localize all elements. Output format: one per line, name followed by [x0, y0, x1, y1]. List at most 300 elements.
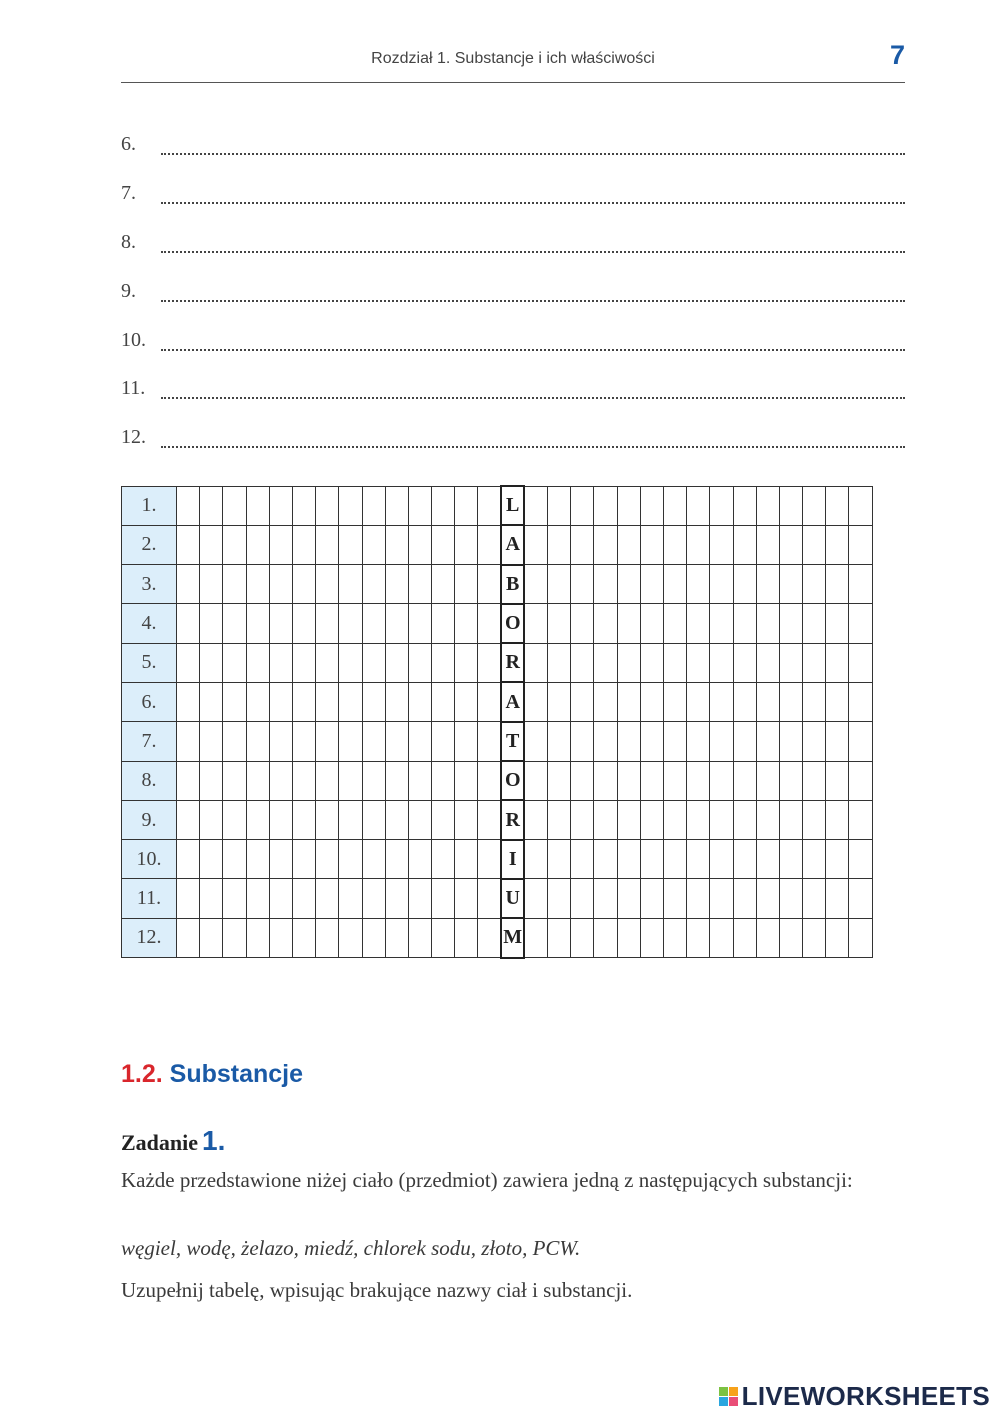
crossword-cell[interactable]	[594, 604, 617, 643]
crossword-cell[interactable]	[432, 604, 455, 643]
crossword-cell[interactable]	[687, 800, 710, 839]
crossword-cell[interactable]	[663, 722, 686, 761]
crossword-cell[interactable]	[640, 800, 663, 839]
crossword-cell[interactable]	[177, 682, 200, 721]
crossword-cell[interactable]	[779, 682, 802, 721]
crossword-cell[interactable]	[571, 840, 594, 879]
crossword-cell[interactable]	[687, 918, 710, 957]
crossword-cell[interactable]	[571, 800, 594, 839]
crossword-cell[interactable]	[339, 800, 362, 839]
crossword-cell[interactable]	[803, 918, 826, 957]
crossword-cell[interactable]	[710, 761, 733, 800]
crossword-cell[interactable]	[455, 525, 478, 564]
crossword-cell[interactable]	[292, 722, 315, 761]
crossword-cell[interactable]	[849, 604, 872, 643]
crossword-cell[interactable]	[710, 565, 733, 604]
crossword-cell[interactable]	[339, 722, 362, 761]
crossword-cell[interactable]	[292, 565, 315, 604]
crossword-cell[interactable]	[177, 604, 200, 643]
crossword-cell[interactable]	[710, 879, 733, 918]
crossword-cell[interactable]	[617, 879, 640, 918]
crossword-cell[interactable]	[223, 761, 246, 800]
crossword-cell[interactable]	[710, 486, 733, 525]
dotted-answer-field[interactable]	[161, 153, 905, 155]
crossword-cell[interactable]	[733, 761, 756, 800]
crossword-cell[interactable]	[826, 918, 849, 957]
crossword-cell[interactable]	[432, 800, 455, 839]
crossword-cell[interactable]	[663, 761, 686, 800]
crossword-cell[interactable]	[594, 643, 617, 682]
crossword-cell[interactable]	[200, 800, 223, 839]
crossword-cell[interactable]	[617, 604, 640, 643]
crossword-cell[interactable]	[548, 643, 571, 682]
crossword-cell[interactable]	[408, 565, 431, 604]
crossword-cell[interactable]	[408, 761, 431, 800]
crossword-cell[interactable]	[640, 879, 663, 918]
crossword-cell[interactable]	[432, 840, 455, 879]
crossword-cell[interactable]	[316, 761, 339, 800]
crossword-cell[interactable]	[640, 604, 663, 643]
crossword-cell[interactable]	[687, 604, 710, 643]
crossword-cell[interactable]	[849, 682, 872, 721]
crossword-cell[interactable]	[779, 840, 802, 879]
crossword-cell[interactable]	[200, 486, 223, 525]
crossword-cell[interactable]	[269, 604, 292, 643]
crossword-cell[interactable]	[362, 840, 385, 879]
crossword-cell[interactable]	[316, 800, 339, 839]
crossword-cell[interactable]	[594, 918, 617, 957]
crossword-cell[interactable]	[292, 486, 315, 525]
crossword-cell[interactable]	[200, 879, 223, 918]
crossword-cell[interactable]	[524, 565, 547, 604]
crossword-cell[interactable]	[362, 682, 385, 721]
crossword-cell[interactable]	[478, 722, 501, 761]
crossword-cell[interactable]	[524, 722, 547, 761]
crossword-cell[interactable]	[687, 486, 710, 525]
crossword-cell[interactable]	[710, 525, 733, 564]
crossword-cell[interactable]	[826, 722, 849, 761]
crossword-cell[interactable]	[640, 840, 663, 879]
crossword-cell[interactable]	[478, 604, 501, 643]
crossword-cell[interactable]	[733, 486, 756, 525]
crossword-cell[interactable]	[432, 486, 455, 525]
crossword-cell[interactable]	[733, 682, 756, 721]
crossword-cell[interactable]	[339, 604, 362, 643]
crossword-cell[interactable]	[478, 486, 501, 525]
crossword-cell[interactable]	[246, 918, 269, 957]
crossword-cell[interactable]	[478, 918, 501, 957]
answer-line[interactable]	[121, 321, 905, 370]
crossword-cell[interactable]	[478, 879, 501, 918]
crossword-cell[interactable]	[385, 840, 408, 879]
crossword-cell[interactable]	[756, 722, 779, 761]
answer-line[interactable]	[121, 223, 905, 272]
crossword-cell[interactable]	[733, 525, 756, 564]
crossword-cell[interactable]	[292, 800, 315, 839]
crossword-cell[interactable]	[524, 525, 547, 564]
crossword-cell[interactable]	[849, 525, 872, 564]
crossword-cell[interactable]	[362, 918, 385, 957]
crossword-cell[interactable]	[733, 643, 756, 682]
crossword-cell[interactable]	[524, 840, 547, 879]
crossword-cell[interactable]	[849, 761, 872, 800]
crossword-cell[interactable]	[594, 879, 617, 918]
crossword-cell[interactable]	[316, 840, 339, 879]
crossword-cell[interactable]	[571, 643, 594, 682]
crossword-cell[interactable]	[316, 682, 339, 721]
crossword-cell[interactable]	[594, 682, 617, 721]
crossword-cell[interactable]	[640, 643, 663, 682]
crossword-cell[interactable]	[246, 682, 269, 721]
crossword-cell[interactable]	[432, 643, 455, 682]
crossword-cell[interactable]	[548, 722, 571, 761]
crossword-cell[interactable]	[316, 879, 339, 918]
crossword-cell[interactable]	[733, 918, 756, 957]
crossword-cell[interactable]	[246, 761, 269, 800]
crossword-cell[interactable]	[408, 879, 431, 918]
crossword-cell[interactable]	[548, 918, 571, 957]
crossword-cell[interactable]	[826, 840, 849, 879]
crossword-cell[interactable]	[779, 800, 802, 839]
crossword-cell[interactable]	[594, 761, 617, 800]
dotted-answer-field[interactable]	[161, 202, 905, 204]
crossword-cell[interactable]	[177, 525, 200, 564]
crossword-cell[interactable]	[594, 486, 617, 525]
crossword-cell[interactable]	[362, 761, 385, 800]
crossword-cell[interactable]	[756, 682, 779, 721]
crossword-cell[interactable]	[849, 643, 872, 682]
crossword-cell[interactable]	[524, 486, 547, 525]
crossword-cell[interactable]	[478, 565, 501, 604]
crossword-cell[interactable]	[710, 643, 733, 682]
crossword-cell[interactable]	[617, 643, 640, 682]
crossword-cell[interactable]	[455, 761, 478, 800]
crossword-cell[interactable]	[455, 800, 478, 839]
crossword-cell[interactable]	[733, 800, 756, 839]
crossword-cell[interactable]	[362, 486, 385, 525]
crossword-cell[interactable]	[200, 722, 223, 761]
crossword-cell[interactable]	[223, 722, 246, 761]
crossword-cell[interactable]	[571, 604, 594, 643]
crossword-cell[interactable]	[687, 525, 710, 564]
crossword-cell[interactable]	[594, 525, 617, 564]
crossword-cell[interactable]	[432, 682, 455, 721]
crossword-cell[interactable]	[408, 918, 431, 957]
crossword-cell[interactable]	[339, 761, 362, 800]
crossword-cell[interactable]	[177, 761, 200, 800]
crossword-cell[interactable]	[571, 565, 594, 604]
answer-line[interactable]	[121, 418, 905, 467]
crossword-cell[interactable]	[408, 486, 431, 525]
crossword-cell[interactable]	[687, 840, 710, 879]
crossword-cell[interactable]	[478, 840, 501, 879]
crossword-cell[interactable]	[177, 800, 200, 839]
crossword-cell[interactable]	[292, 840, 315, 879]
crossword-cell[interactable]	[455, 682, 478, 721]
crossword-cell[interactable]	[617, 840, 640, 879]
crossword-cell[interactable]	[617, 722, 640, 761]
crossword-cell[interactable]	[640, 565, 663, 604]
crossword-cell[interactable]	[826, 682, 849, 721]
crossword-cell[interactable]	[385, 761, 408, 800]
crossword-cell[interactable]	[524, 643, 547, 682]
crossword-cell[interactable]	[385, 565, 408, 604]
crossword-cell[interactable]	[617, 761, 640, 800]
crossword-cell[interactable]	[779, 918, 802, 957]
crossword-cell[interactable]	[640, 722, 663, 761]
crossword-cell[interactable]	[756, 525, 779, 564]
crossword-cell[interactable]	[246, 800, 269, 839]
crossword-cell[interactable]	[687, 722, 710, 761]
crossword-cell[interactable]	[246, 643, 269, 682]
crossword-cell[interactable]	[548, 800, 571, 839]
crossword-cell[interactable]	[548, 565, 571, 604]
crossword-cell[interactable]	[687, 761, 710, 800]
crossword-cell[interactable]	[733, 840, 756, 879]
crossword-cell[interactable]	[200, 761, 223, 800]
crossword-cell[interactable]	[177, 840, 200, 879]
crossword-cell[interactable]	[524, 682, 547, 721]
crossword-cell[interactable]	[269, 525, 292, 564]
crossword-cell[interactable]	[223, 918, 246, 957]
crossword-cell[interactable]	[548, 682, 571, 721]
crossword-cell[interactable]	[339, 643, 362, 682]
crossword-cell[interactable]	[408, 643, 431, 682]
crossword-cell[interactable]	[594, 565, 617, 604]
crossword-cell[interactable]	[594, 800, 617, 839]
crossword-cell[interactable]	[385, 682, 408, 721]
crossword-cell[interactable]	[826, 486, 849, 525]
crossword-cell[interactable]	[316, 722, 339, 761]
crossword-cell[interactable]	[339, 486, 362, 525]
crossword-cell[interactable]	[617, 918, 640, 957]
crossword-cell[interactable]	[339, 879, 362, 918]
crossword-cell[interactable]	[223, 879, 246, 918]
crossword-cell[interactable]	[177, 643, 200, 682]
crossword-cell[interactable]	[617, 800, 640, 839]
crossword-cell[interactable]	[455, 643, 478, 682]
crossword-cell[interactable]	[478, 682, 501, 721]
crossword-cell[interactable]	[733, 879, 756, 918]
crossword-cell[interactable]	[200, 918, 223, 957]
crossword-cell[interactable]	[269, 840, 292, 879]
crossword-cell[interactable]	[385, 800, 408, 839]
crossword-cell[interactable]	[269, 643, 292, 682]
crossword-cell[interactable]	[733, 722, 756, 761]
crossword-cell[interactable]	[339, 565, 362, 604]
crossword-cell[interactable]	[779, 525, 802, 564]
crossword-cell[interactable]	[292, 643, 315, 682]
crossword-cell[interactable]	[246, 840, 269, 879]
crossword-cell[interactable]	[408, 604, 431, 643]
answer-line[interactable]	[121, 369, 905, 418]
crossword-cell[interactable]	[362, 800, 385, 839]
crossword-cell[interactable]	[223, 840, 246, 879]
dotted-answer-field[interactable]	[161, 397, 905, 399]
crossword-cell[interactable]	[687, 682, 710, 721]
crossword-cell[interactable]	[455, 918, 478, 957]
crossword-cell[interactable]	[663, 800, 686, 839]
crossword-cell[interactable]	[200, 525, 223, 564]
crossword-cell[interactable]	[269, 486, 292, 525]
crossword-cell[interactable]	[826, 604, 849, 643]
crossword-cell[interactable]	[223, 565, 246, 604]
crossword-cell[interactable]	[803, 722, 826, 761]
crossword-cell[interactable]	[710, 604, 733, 643]
crossword-cell[interactable]	[687, 643, 710, 682]
crossword-cell[interactable]	[663, 643, 686, 682]
crossword-cell[interactable]	[385, 604, 408, 643]
crossword-cell[interactable]	[269, 918, 292, 957]
crossword-cell[interactable]	[292, 918, 315, 957]
crossword-cell[interactable]	[339, 525, 362, 564]
crossword-cell[interactable]	[594, 722, 617, 761]
crossword-cell[interactable]	[385, 879, 408, 918]
dotted-answer-field[interactable]	[161, 251, 905, 253]
crossword-cell[interactable]	[269, 682, 292, 721]
crossword-cell[interactable]	[432, 565, 455, 604]
crossword-cell[interactable]	[177, 486, 200, 525]
crossword-cell[interactable]	[408, 525, 431, 564]
crossword-cell[interactable]	[710, 840, 733, 879]
crossword-cell[interactable]	[756, 840, 779, 879]
crossword-cell[interactable]	[223, 486, 246, 525]
crossword-cell[interactable]	[687, 565, 710, 604]
crossword-cell[interactable]	[455, 486, 478, 525]
crossword-cell[interactable]	[455, 722, 478, 761]
crossword-cell[interactable]	[571, 682, 594, 721]
crossword-cell[interactable]	[803, 682, 826, 721]
crossword-cell[interactable]	[548, 879, 571, 918]
crossword-cell[interactable]	[733, 604, 756, 643]
crossword-cell[interactable]	[177, 565, 200, 604]
crossword-cell[interactable]	[223, 800, 246, 839]
crossword-cell[interactable]	[385, 722, 408, 761]
crossword-cell[interactable]	[594, 840, 617, 879]
dotted-answer-field[interactable]	[161, 446, 905, 448]
crossword-cell[interactable]	[362, 879, 385, 918]
crossword-cell[interactable]	[803, 525, 826, 564]
crossword-cell[interactable]	[200, 840, 223, 879]
crossword-cell[interactable]	[733, 565, 756, 604]
crossword-cell[interactable]	[292, 604, 315, 643]
crossword-cell[interactable]	[640, 525, 663, 564]
crossword-cell[interactable]	[849, 879, 872, 918]
crossword-cell[interactable]	[826, 879, 849, 918]
answer-line[interactable]	[121, 125, 905, 174]
crossword-cell[interactable]	[548, 604, 571, 643]
crossword-cell[interactable]	[756, 761, 779, 800]
crossword-cell[interactable]	[246, 525, 269, 564]
crossword-cell[interactable]	[246, 879, 269, 918]
crossword-cell[interactable]	[826, 565, 849, 604]
crossword-cell[interactable]	[455, 879, 478, 918]
crossword-cell[interactable]	[571, 879, 594, 918]
crossword-cell[interactable]	[756, 800, 779, 839]
crossword-cell[interactable]	[779, 879, 802, 918]
crossword-cell[interactable]	[548, 525, 571, 564]
crossword-cell[interactable]	[177, 879, 200, 918]
crossword-cell[interactable]	[687, 879, 710, 918]
crossword-cell[interactable]	[663, 565, 686, 604]
crossword-cell[interactable]	[617, 525, 640, 564]
crossword-cell[interactable]	[269, 565, 292, 604]
crossword-cell[interactable]	[339, 918, 362, 957]
crossword-cell[interactable]	[339, 682, 362, 721]
crossword-cell[interactable]	[803, 840, 826, 879]
crossword-cell[interactable]	[617, 565, 640, 604]
crossword-cell[interactable]	[548, 761, 571, 800]
crossword-cell[interactable]	[571, 525, 594, 564]
crossword-cell[interactable]	[385, 643, 408, 682]
crossword-cell[interactable]	[803, 604, 826, 643]
crossword-cell[interactable]	[756, 604, 779, 643]
crossword-cell[interactable]	[455, 604, 478, 643]
crossword-cell[interactable]	[200, 565, 223, 604]
crossword-cell[interactable]	[710, 722, 733, 761]
crossword-cell[interactable]	[826, 525, 849, 564]
crossword-cell[interactable]	[292, 682, 315, 721]
crossword-cell[interactable]	[478, 761, 501, 800]
crossword-cell[interactable]	[571, 761, 594, 800]
crossword-cell[interactable]	[385, 486, 408, 525]
crossword-cell[interactable]	[803, 565, 826, 604]
crossword-cell[interactable]	[292, 761, 315, 800]
crossword-cell[interactable]	[432, 918, 455, 957]
crossword-cell[interactable]	[756, 565, 779, 604]
crossword-cell[interactable]	[803, 800, 826, 839]
crossword-cell[interactable]	[292, 879, 315, 918]
crossword-cell[interactable]	[571, 486, 594, 525]
crossword-cell[interactable]	[710, 918, 733, 957]
answer-line[interactable]	[121, 174, 905, 223]
crossword-cell[interactable]	[640, 682, 663, 721]
crossword-cell[interactable]	[524, 879, 547, 918]
crossword-cell[interactable]	[246, 722, 269, 761]
crossword-cell[interactable]	[408, 800, 431, 839]
crossword-cell[interactable]	[478, 643, 501, 682]
crossword-cell[interactable]	[478, 800, 501, 839]
crossword-cell[interactable]	[756, 486, 779, 525]
dotted-answer-field[interactable]	[161, 300, 905, 302]
crossword-cell[interactable]	[779, 761, 802, 800]
crossword-cell[interactable]	[849, 800, 872, 839]
crossword-cell[interactable]	[663, 879, 686, 918]
crossword-cell[interactable]	[223, 604, 246, 643]
crossword-cell[interactable]	[826, 800, 849, 839]
crossword-cell[interactable]	[779, 486, 802, 525]
crossword-cell[interactable]	[779, 604, 802, 643]
crossword-cell[interactable]	[849, 486, 872, 525]
crossword-cell[interactable]	[269, 800, 292, 839]
crossword-cell[interactable]	[849, 722, 872, 761]
crossword-cell[interactable]	[663, 918, 686, 957]
crossword-cell[interactable]	[246, 565, 269, 604]
crossword-cell[interactable]	[524, 761, 547, 800]
crossword-cell[interactable]	[640, 761, 663, 800]
crossword-cell[interactable]	[524, 604, 547, 643]
crossword-cell[interactable]	[385, 918, 408, 957]
crossword-cell[interactable]	[362, 604, 385, 643]
crossword-cell[interactable]	[432, 761, 455, 800]
crossword-cell[interactable]	[803, 879, 826, 918]
crossword-cell[interactable]	[803, 643, 826, 682]
crossword-cell[interactable]	[269, 879, 292, 918]
crossword-cell[interactable]	[432, 525, 455, 564]
crossword-cell[interactable]	[200, 682, 223, 721]
crossword-cell[interactable]	[617, 682, 640, 721]
crossword-cell[interactable]	[478, 525, 501, 564]
